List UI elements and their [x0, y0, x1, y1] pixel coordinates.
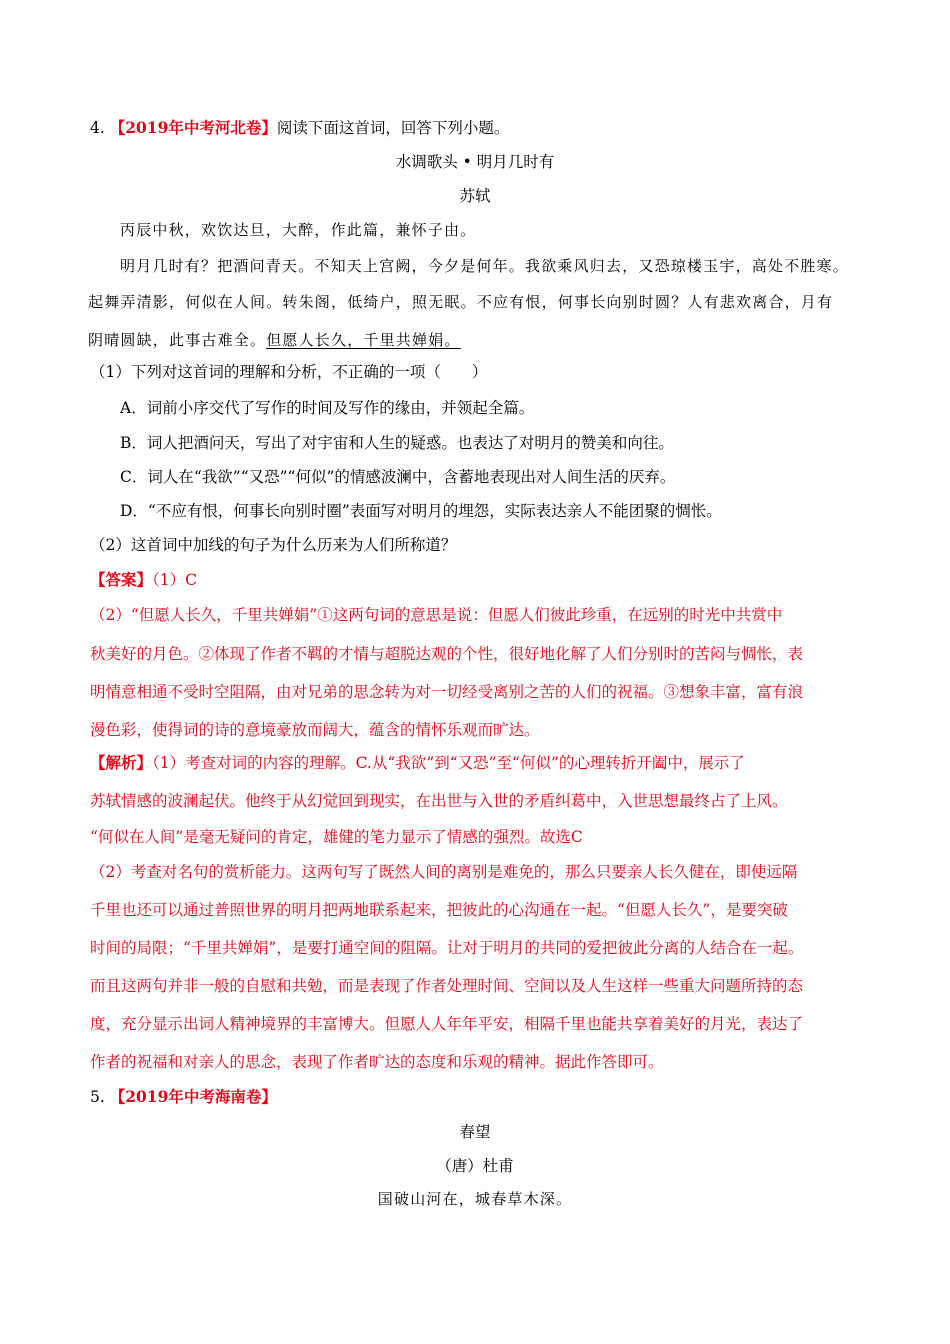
answer-label: 【答案】 [90, 570, 153, 589]
analysis-header [90, 753, 745, 773]
answer-2-line: 秋美好的月色。②体现了作者不羁的才情与超脱达观的个性，很好地化解了人们分别时的苦闷与惆怅，表 [90, 645, 804, 663]
poem-line-last [88, 330, 461, 350]
analysis-line: 时间的局限；“千里共婵娟”，是要打通空间的阻隔。让对于明月的共同的爱把彼此分离的人结合在一起。 [90, 939, 804, 957]
poem-preface: 丙辰中秋，欢饮达旦，大醉，作此篇，兼怀子由。 [120, 221, 477, 239]
question-5-header [90, 1087, 277, 1107]
underlined-verse: 但愿人长久，千里共婵娟。 [266, 331, 461, 349]
poem-line: 明月几时有？把酒问青天。不知天上宫阙，今夕是何年。我欲乘风归去，又恐琼楼玉宇，高处不胜寒。 [120, 257, 850, 275]
question-instruction: 阅读下面这首词，回答下列小题。 [276, 119, 510, 137]
question-source: 【2019年中考海南卷】 [109, 1087, 277, 1106]
poem-line: 国破山河在，城春草木深。 [377, 1190, 573, 1208]
poem-author: （唐）杜甫 [436, 1157, 514, 1175]
analysis-line: （2）考查对名句的赏析能力。这两句写了既然人间的离别是难免的，那么只要亲人长久健在，即使远隔 [90, 863, 798, 881]
question-number: 4. [90, 119, 105, 137]
analysis-line: “何似在人间”是毫无疑问的肯定，雄健的笔力显示了情感的强烈。故选C [90, 828, 583, 846]
option-c: C．词人在“我欲”“又恐”“何似”的情感波澜中，含蓄地表现出对人间生活的厌弃。 [120, 468, 676, 486]
poem-line-text: 阴晴圆缺，此事古难全。 [88, 331, 267, 349]
analysis-line: 而且这两句并非一般的自慰和共勉，而是表现了作者处理时间、空间以及人生这样一些重大问题所持的态 [90, 977, 804, 995]
analysis-line: 千里也还可以通过普照世界的明月把两地联系起来，把彼此的心沟通在一起。“但愿人长久”，是要突破 [90, 901, 788, 919]
option-a: A．词前小序交代了写作的时间及写作的缘由，并领起全篇。 [120, 399, 535, 417]
analysis-text: （1）考查对词的内容的理解。C.从“我欲”到“又恐”至“何似”的心理转折开阖中，展示了 [152, 754, 745, 772]
answer-header [90, 570, 197, 590]
answer-1: （1）C [152, 571, 197, 589]
sub-question-1: （1）下列对这首词的理解和分析，不正确的一项（ ） [90, 363, 488, 381]
poem-title: 春望 [459, 1123, 491, 1141]
question-source: 【2019年中考河北卷】 [109, 118, 277, 137]
answer-2-line: （2）“但愿人长久，千里共婵娟”①这两句词的意思是说：但愿人们彼此珍重，在远别的时光中共赏中 [90, 606, 783, 624]
answer-2-line: 漫色彩，使得词的诗的意境豪放而阔大，蕴含的情怀乐观而旷达。 [90, 721, 540, 739]
analysis-label: 【解析】 [90, 753, 153, 772]
analysis-line: 度，充分显示出词人精神境界的丰富博大。但愿人人年年平安，相隔千里也能共享着美好的月光，表达了 [90, 1015, 804, 1033]
option-b: B．词人把酒问天，写出了对宇宙和人生的疑惑。也表达了对明月的赞美和向往。 [120, 434, 674, 452]
sub-question-2: （2）这首词中加线的句子为什么历来为人们所称道？ [90, 536, 457, 554]
analysis-line: 苏轼情感的波澜起伏。他终于从幻觉回到现实，在出世与入世的矛盾纠葛中，入世思想最终占了上风。 [90, 792, 788, 810]
question-4-header [90, 118, 509, 138]
question-number: 5. [90, 1088, 105, 1106]
analysis-line: 作者的祝福和对亲人的思念，表现了作者旷达的态度和乐观的精神。据此作答即可。 [90, 1053, 664, 1071]
poem-title: 水调歌头 • 明月几时有 [395, 153, 555, 171]
option-d: D．“不应有恨，何事长向别时圈”表面写对明月的埋怨，实际表达亲人不能团聚的惆怅。 [120, 502, 722, 520]
poem-author: 苏轼 [459, 187, 491, 205]
poem-line: 起舞弄清影，何似在人间。转朱阁，低绮户，照无眠。不应有恨，何事长向别时圆？人有悲欢离合，月有 [88, 293, 834, 311]
answer-2-line: 明情意相通不受时空阻隔，由对兄弟的思念转为对一切经受离别之苦的人们的祝福。③想象丰富，富有浪 [90, 683, 804, 701]
